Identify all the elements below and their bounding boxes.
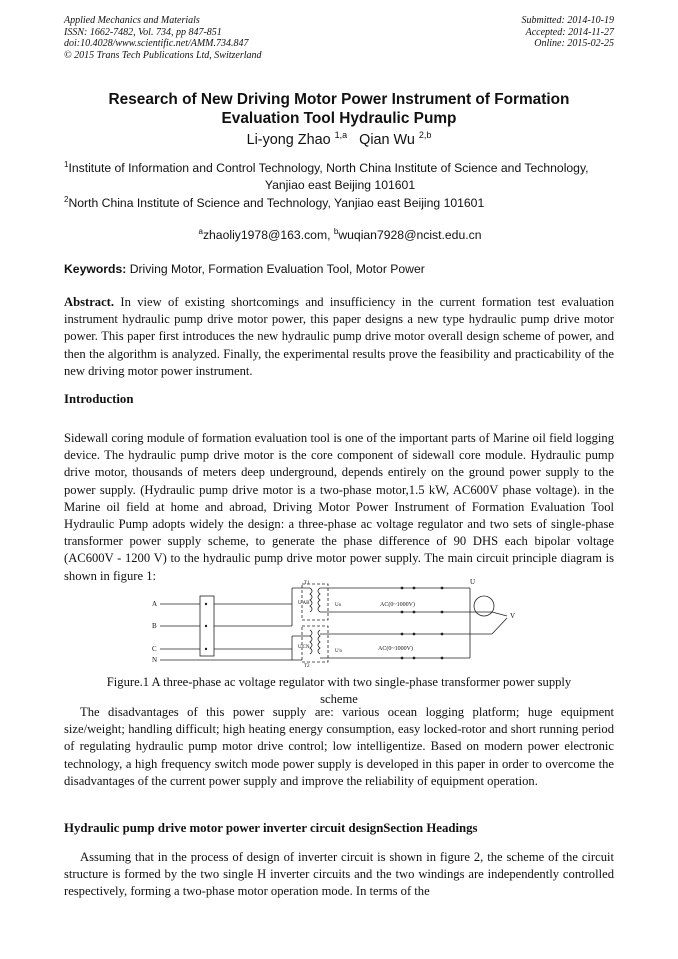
figure-1-caption-line-2: scheme <box>320 692 358 706</box>
author-emails <box>64 227 616 242</box>
disadvantages-paragraph: The disadvantages of this power supply are: various ocean logging platform; huge equipment size/weight; handling difficult; high heating energy consumption, easy locked-rotor and short running period of regulating hydraulic pump motor drive control; low intelligentize. Based on modern power electronic technology, a high frequency switch mode power supply is developed in this paper in order to overcome the disadvantages of the current power supply and improve the reliability of equipment operation. <box>64 705 614 788</box>
label-phase-b: B <box>152 622 157 630</box>
inverter-paragraph: Assuming that in the process of design of inverter circuit is shown in figure 2, the scheme of the circuit structure is formed by the two single H inverter circuits and the two windings are independently controlled respectively, forming a two-phase motor operation mode. In terms of the <box>64 850 614 899</box>
figure-1-caption-line-1: Figure.1 A three-phase ac voltage regulator with two single-phase transformer power supply <box>106 675 572 689</box>
figure-1-caption <box>60 674 618 708</box>
affiliation-2-text: North China Institute of Science and Technology, Yanjiao east Beijing 101601 <box>68 196 485 210</box>
author-2-name: Qian Wu <box>359 131 415 148</box>
online-date: Online: 2015-02-25 <box>534 38 614 49</box>
accepted-date: Accepted: 2014-11-27 <box>525 26 614 38</box>
affiliation-2 <box>64 191 616 212</box>
affiliation-1-line-2: Yanjiao east Beijing 101601 <box>264 178 416 192</box>
label-ucn: U'CN <box>298 645 310 650</box>
label-ac-top: AC(0~1000V) <box>380 602 415 608</box>
label-neutral: N <box>152 656 158 664</box>
author-list <box>60 130 618 148</box>
label-phase-a: A <box>152 600 158 608</box>
abstract-label: Abstract. <box>64 295 115 309</box>
label-uo1: Uo <box>335 603 342 608</box>
abstract <box>64 294 614 380</box>
author-2-affil: 2,b <box>418 130 432 140</box>
label-transformer-t1: T1 <box>304 581 310 586</box>
email-a-marker: a <box>198 227 203 236</box>
affiliation-1-line-1: Institute of Information and Control Technology, North China Institute of Science and Technology, <box>68 161 589 175</box>
label-motor-u: U <box>470 578 476 586</box>
affiliation-2-number: 2 <box>64 195 69 204</box>
label-motor-v: V <box>510 612 516 620</box>
affiliation-1-number: 1 <box>64 160 69 169</box>
motor-symbol <box>474 596 494 616</box>
author-1-affil: 1,a <box>334 130 348 140</box>
introduction-paragraph: Sidewall coring module of formation evaluation tool is one of the important parts of Marine oil field logging device. The hydraulic pump drive motor is the core component of sidewall core module. Hydraulic pump drive motor, thousands of meters deep underground, depends entirely on the ground power supply to the power supply. (Hydraulic pump drive motor is a two-phase motor,1.5 kW, AC600V phase voltage). in the Marine oil field at home and abroad, Driving Motor Power Instrument of Formation Evaluation Tool Hydraulic Pump adopts widely the design: a three-phase ac voltage regulator and two sets of single-phase transformer power supply scheme, to generate the phase difference of 90 DHS each bipolar voltage (AC600V - 1200 V) to the hydraulic pump drive motor power supply. The main circuit principle diagram is shown in figure 1: <box>64 431 614 583</box>
journal-header-left <box>64 15 262 61</box>
circuit-wiring <box>160 584 507 662</box>
journal-issn: ISSN: 1662-7482, Vol. 734, pp 847-851 <box>64 26 222 38</box>
author-1-name: Li-yong Zhao <box>246 131 331 148</box>
journal-name: Applied Mechanics and Materials <box>64 15 200 26</box>
section-heading-inverter: Hydraulic pump drive motor power inverter circuit designSection Headings <box>64 821 478 835</box>
label-ac-bottom: AC(0~1000V) <box>378 646 413 652</box>
email-a: zhaoliy1978@163.com, <box>202 228 334 243</box>
keywords-label: Keywords: <box>64 262 127 276</box>
affiliation-1 <box>64 156 616 194</box>
keywords-text: Driving Motor, Formation Evaluation Tool, Motor Power <box>126 262 425 276</box>
title-line-1: Research of New Driving Motor Power Instrument of Formation <box>108 91 570 108</box>
email-b-marker: b <box>333 227 339 236</box>
submitted-date: Submitted: 2014-10-19 <box>521 15 614 26</box>
paper-title <box>60 90 618 128</box>
label-uo2: U'o <box>335 649 343 654</box>
abstract-text: In view of existing shortcomings and insufficiency in the current formation test evaluation instrument hydraulic pump drive motor power, this paper designs a new type hydraulic pump drive motor power. This paper first introduces the new hydraulic pump drive motor overall design scheme of power, and then the algorithm is analyzed. Finally, the experimental results prove the feasibility and practicability of the new driving motor power instrument. <box>64 295 614 378</box>
label-uab: U'AB <box>298 601 310 606</box>
title-line-2: Evaluation Tool Hydraulic Pump <box>221 110 457 127</box>
email-b: wuqian7928@ncist.edu.cn <box>338 228 482 243</box>
journal-doi: doi:10.4028/www.scientific.net/AMM.734.847 <box>64 38 249 49</box>
label-transformer-t2: T2 <box>304 664 310 669</box>
section-heading-introduction: Introduction <box>64 392 134 406</box>
journal-copyright: © 2015 Trans Tech Publications Ltd, Switzerland <box>64 49 262 61</box>
figure-1-circuit-diagram <box>152 574 530 670</box>
keywords <box>64 262 616 276</box>
journal-header-right <box>522 15 615 50</box>
label-phase-c: C <box>152 645 157 653</box>
